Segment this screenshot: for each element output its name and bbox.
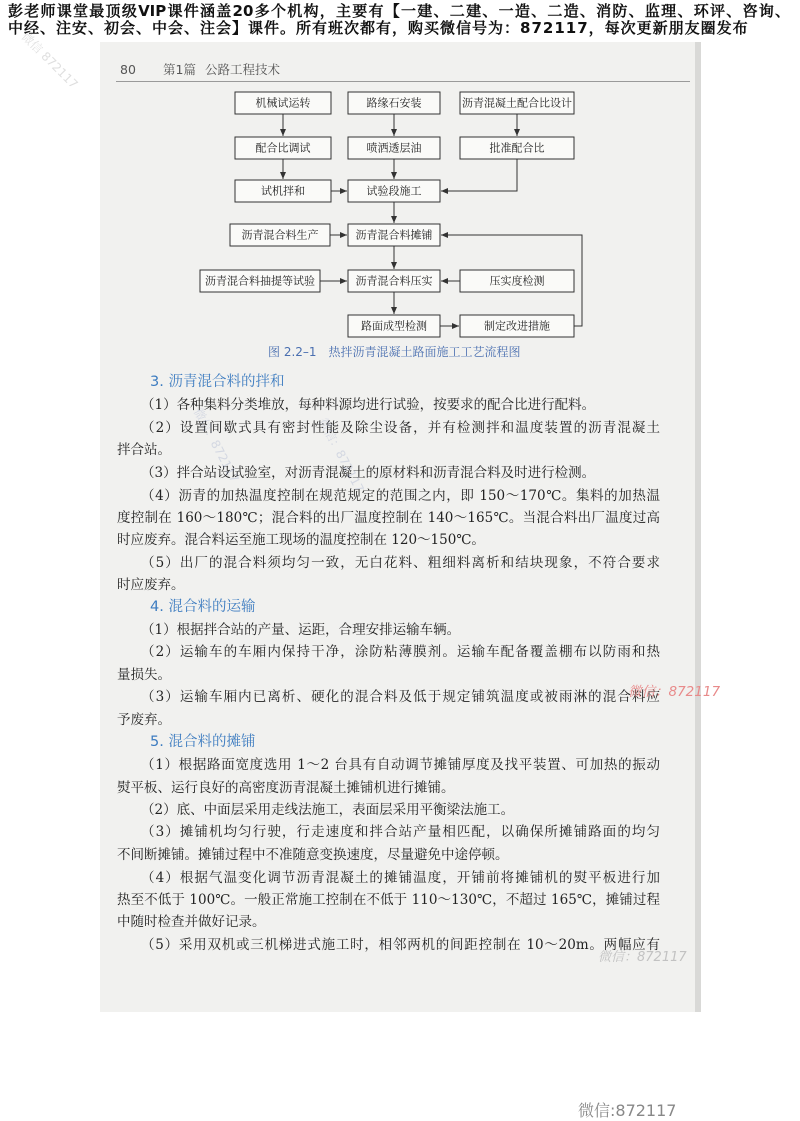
box-label-surface-check: 路面成型检测 [361, 319, 427, 333]
paragraph-line: （5）采用双机或三机梯进式施工时，相邻两机的间距控制在 10～20m。两幅应有 [141, 937, 660, 953]
arrow-approve-to-trial-section [441, 159, 517, 191]
box-label-machine-test-run: 机械试运转 [255, 96, 311, 110]
part-label: 第1篇 [163, 62, 196, 77]
box-label-mix-paving: 沥青混合料摊铺 [355, 228, 433, 242]
figure-caption: 图 2.2–1 热拌沥青混凝土路面施工工艺流程图 [268, 345, 521, 359]
box-label-mix-compaction: 沥青混合料压实 [355, 274, 433, 288]
paragraph-line: （1）各种集料分类堆放，每种料源均进行试验，按要求的配合比进行配料。 [141, 397, 596, 413]
box-label-improvement: 制定改进措施 [484, 319, 550, 333]
paragraph-line: 时应废弃。 [117, 577, 185, 593]
running-title: 公路工程技术 [205, 62, 281, 77]
box-label-trial-section: 试验段施工 [366, 184, 422, 198]
paragraph-line: （2）运输车的车厢内保持干净，涂防粘薄膜剂。运输车配备覆盖棚布以防雨和热 [141, 644, 660, 660]
box-label-trial-mixing: 试机拌和 [261, 184, 305, 198]
paragraph-line: （2）设置间歇式具有密封性能及除尘设备，并有检测拌和温度装置的沥青混凝土 [141, 420, 660, 436]
watermark-gray: 微信：872117 [598, 950, 687, 965]
paragraph-line: 熨平板、运行良好的高密度沥青混凝土摊铺机进行摊铺。 [117, 780, 455, 796]
section-heading-paving: 5. 混合料的摊铺 [150, 734, 256, 750]
paragraph-line: （2）底、中面层采用走线法施工，表面层采用平衡梁法施工。 [141, 802, 515, 818]
paragraph-line: （1）根据拌合站的产量、运距，合理安排运输车辆。 [141, 622, 461, 638]
paragraph-line: 热至不低于 100℃。一般正常施工控制在不低于 110～130℃，不超过 165℃，摊铺过程 [117, 892, 660, 908]
watermark-top-left: 微信 872117 [18, 29, 81, 92]
box-label-mix-design: 沥青混凝土配合比设计 [462, 96, 572, 110]
box-label-curb-install: 路缘石安装 [366, 96, 422, 110]
paragraph-line: 度控制在 160～180℃；混合料的出厂温度控制在 140～165℃。当混合料出厂温度过高 [117, 510, 660, 526]
watermark-mid-1: 微信：872117 [190, 405, 242, 485]
box-label-mix-ratio-debug: 配合比调试 [255, 141, 311, 155]
paragraph-line: （3）拌合站设试验室，对沥青混凝土的原材料和沥青混合料及时进行检测。 [141, 465, 596, 481]
box-label-approve-mix: 批准配合比 [489, 141, 545, 155]
paragraph-line: 量损失。 [117, 667, 171, 683]
paragraph-line: 予废弃。 [117, 712, 171, 728]
paragraph-line: 时应废弃。混合料运至施工现场的温度控制在 120～150℃。 [117, 532, 485, 548]
box-label-compaction-check: 压实度检测 [489, 274, 545, 288]
paragraph-line: 中随时检查并做好记录。 [117, 914, 266, 930]
paragraph-line: 拌合站。 [117, 442, 171, 458]
paragraph-line: （4）根据气温变化调节沥青混凝土的摊铺温度，开铺前将摊铺机的熨平板进行加 [141, 870, 660, 886]
paragraph-line: （3）摊铺机均匀行驶，行走速度和拌合站产量相匹配，以确保所摊铺路面的均匀 [141, 824, 660, 840]
paragraph-line: （3）运输车厢内已离析、硬化的混合料及低于规定铺筑温度或被雨淋的混合料应 [141, 689, 660, 705]
paragraph-line: 不间断摊铺。摊铺过程中不准随意变换速度，尽量避免中途停顿。 [117, 847, 509, 863]
process-flowchart [0, 0, 800, 370]
page-number: 80 [120, 62, 136, 77]
box-label-prime-coat: 喷洒透层油 [366, 141, 422, 155]
paragraph-line: （5）出厂的混合料须均匀一致，无白花料、粗细料离析和结块现象，不符合要求 [141, 555, 660, 571]
watermark-bottom: 微信:872117 [578, 1101, 677, 1120]
section-heading-mixing: 3. 沥青混合料的拌和 [150, 374, 285, 390]
box-label-extraction-test: 沥青混合料抽提等试验 [205, 274, 315, 288]
watermark-mid-2: 微信：872117 [315, 415, 367, 495]
box-label-mix-production: 沥青混合料生产 [241, 228, 319, 242]
section-heading-transport: 4. 混合料的运输 [150, 599, 256, 615]
paragraph-line: （1）根据路面宽度选用 1～2 台具有自动调节摊铺厚度及找平装置、可加热的振动 [141, 757, 660, 773]
watermark-red: 微信：872117 [628, 684, 721, 700]
promo-banner-line-1: 彭老师课堂最顶级VIP课件涵盖20多个机构，主要有【一建、二建、一造、二造、消防、监理、环评、咨询、 [8, 2, 790, 20]
paragraph-line: （4）沥青的加热温度控制在规范规定的范围之内，即 150～170℃。集料的加热温 [141, 488, 660, 504]
promo-banner-line-2: 中经、注安、初会、中会、注会】课件。所有班次都有，购买微信号为：872117，每次更新朋友圈发布 [8, 19, 749, 37]
